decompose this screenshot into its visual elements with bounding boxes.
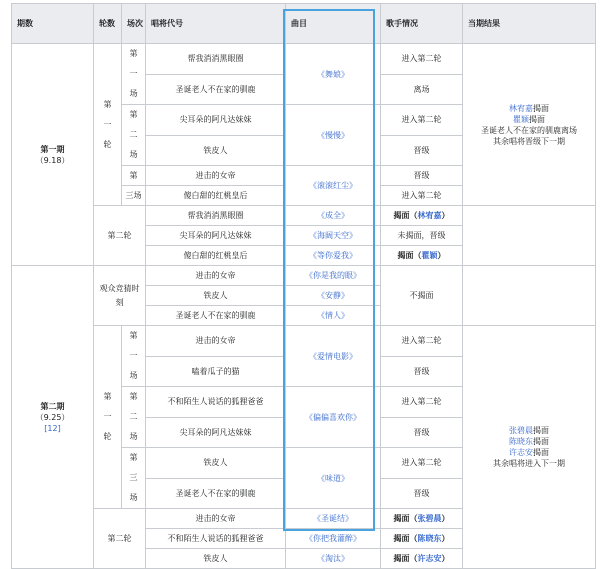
song-cell [286, 226, 381, 246]
ep2-result [463, 326, 596, 569]
song-cell [286, 266, 381, 286]
singer-code: 傻白甜的红桃皇后 [146, 246, 286, 266]
singer-status [381, 529, 463, 549]
song-link[interactable]: 《安静》 [317, 291, 349, 300]
reference-link[interactable]: [12] [44, 423, 61, 433]
result-suffix: 揭面 [533, 437, 549, 446]
result-blank [463, 266, 596, 326]
status-prefix: 揭面（ [393, 554, 418, 563]
ep2-round1 [94, 326, 122, 509]
status-suffix: ） [441, 514, 450, 523]
episode-1-cell [12, 44, 94, 266]
status-prefix: 揭面（ [393, 211, 418, 220]
singer-status: 晋级 [381, 356, 463, 387]
song-cell [286, 166, 381, 206]
episode-2-cell [12, 266, 94, 569]
table-row [12, 206, 596, 226]
singer-code: 铁皮人 [146, 135, 286, 166]
singer-status [381, 509, 463, 529]
song-cell [286, 509, 381, 529]
singer-status: 进入第二轮 [381, 326, 463, 357]
singer-code: 铁皮人 [146, 549, 286, 569]
result-suffix: 揭面 [533, 448, 549, 457]
header-singer-status: 歌手情况 [381, 4, 463, 44]
result-blank [463, 206, 596, 266]
song-cell [286, 448, 381, 509]
episode-2-title: 第二期 [40, 401, 65, 411]
ep2-round2: 第二轮 [94, 509, 146, 569]
episode-1-date: （9.18） [35, 155, 70, 165]
song-cell [286, 326, 381, 387]
song-link[interactable]: 《偏偏喜欢你》 [305, 412, 361, 422]
singer-status [381, 549, 463, 569]
episode-1-title: 第一期 [40, 144, 65, 154]
song-link[interactable]: 《情人》 [317, 311, 349, 320]
header-scene: 场次 [122, 4, 146, 44]
result-text: 其余唱将晋级下一期 [493, 136, 565, 146]
singer-code: 圣诞老人不在家的驯鹿 [146, 478, 286, 509]
status-suffix: ） [441, 211, 450, 220]
round-label: 第一轮 [103, 392, 112, 441]
episode-2-date: （9.25） [35, 412, 70, 422]
singer-status: 进入第二轮 [381, 44, 463, 75]
singer-code: 尖耳朵的阿凡达妹妹 [146, 417, 286, 448]
singer-code: 铁皮人 [146, 286, 286, 306]
singer-status: 进入第二轮 [381, 448, 463, 479]
singer-code: 进击的女帝 [146, 326, 286, 357]
result-text: 圣诞老人不在家的驯鹿离场 [481, 125, 577, 135]
singer-status: 离场 [381, 74, 463, 105]
scene-label: 第二场 [129, 392, 138, 441]
status-prefix: 揭面（ [397, 251, 422, 260]
header-round: 轮数 [94, 4, 122, 44]
ep1-round2: 第二轮 [94, 206, 146, 266]
song-link[interactable]: 《你把我灌醉》 [305, 534, 361, 543]
singer-status: 晋级 [381, 166, 463, 186]
song-link[interactable]: 《等你爱我》 [309, 251, 357, 260]
ep2-scene1 [122, 326, 146, 387]
singer-code: 圣诞老人不在家的驯鹿 [146, 306, 286, 326]
singer-link[interactable]: 瞿颖 [513, 114, 529, 124]
song-cell [286, 44, 381, 105]
scene-label: 第三场 [129, 453, 138, 502]
singer-link[interactable]: 陈晓东 [417, 534, 442, 543]
song-link[interactable]: 《慢慢》 [317, 130, 349, 140]
header-result: 当期结果 [463, 4, 596, 44]
status-prefix: 揭面（ [393, 534, 418, 543]
singer-status: 晋级 [381, 478, 463, 509]
song-cell [286, 529, 381, 549]
singer-status: 进入第二轮 [381, 186, 463, 206]
song-cell [286, 246, 381, 266]
guess-label: 观众竞猜时刻 [99, 283, 140, 307]
status-suffix: ） [437, 251, 446, 260]
song-cell [286, 286, 381, 306]
song-cell [286, 387, 381, 448]
ep2-scene3 [122, 448, 146, 509]
singer-status: 晋级 [381, 417, 463, 448]
table-row [12, 266, 596, 286]
song-link[interactable]: 《滚滚红尘》 [309, 181, 357, 190]
status-prefix: 揭面（ [393, 514, 418, 523]
header-song: 曲目 [286, 4, 381, 44]
singer-code: 嗑着瓜子的猫 [146, 356, 286, 387]
singer-link[interactable]: 张碧晨 [509, 426, 533, 435]
singer-code: 不和陌生人说话的狐狸爸爸 [146, 387, 286, 418]
singer-code: 进击的女帝 [146, 166, 286, 186]
singer-status: 晋级 [381, 135, 463, 166]
song-cell [286, 105, 381, 166]
singer-code: 尖耳朵的阿凡达妹妹 [146, 105, 286, 136]
song-link[interactable]: 《爱情电影》 [309, 351, 357, 361]
singer-code: 帮我消消黑眼圈 [146, 44, 286, 75]
ep1-result [463, 44, 596, 206]
song-link[interactable]: 《味道》 [317, 473, 349, 483]
singer-link[interactable]: 陈晓东 [509, 437, 533, 446]
singer-link[interactable]: 林宥嘉 [509, 103, 533, 113]
singer-code: 进击的女帝 [146, 509, 286, 529]
ep1-scene2 [122, 105, 146, 166]
scene-label: 第一场 [129, 49, 138, 98]
song-cell [286, 549, 381, 569]
ep1-scene3-a: 第 [122, 166, 146, 186]
singer-code: 铁皮人 [146, 448, 286, 479]
ep2-scene2 [122, 387, 146, 448]
status-suffix: ） [441, 534, 450, 543]
song-link[interactable]: 《圣诞结》 [313, 514, 353, 523]
singer-link[interactable]: 张碧晨 [417, 514, 442, 523]
header-row [12, 4, 596, 44]
singer-link[interactable]: 林宥嘉 [417, 211, 442, 220]
song-link[interactable]: 《舞娘》 [317, 69, 349, 79]
singer-code: 圣诞老人不在家的驯鹿 [146, 74, 286, 105]
song-cell [286, 206, 381, 226]
singer-link[interactable]: 许志安 [417, 554, 442, 563]
song-link[interactable]: 《淘汰》 [317, 554, 349, 563]
singer-status: 进入第二轮 [381, 387, 463, 418]
singer-status: 未揭面，晋级 [381, 226, 463, 246]
table-row [12, 44, 596, 75]
status-suffix: ） [441, 554, 450, 563]
singer-link[interactable]: 瞿颖 [421, 251, 438, 260]
song-link[interactable]: 《海阔天空》 [309, 231, 357, 240]
result-suffix: 揭面 [529, 114, 545, 124]
result-suffix: 揭面 [533, 103, 549, 113]
ep1-round1 [94, 44, 122, 206]
round-label: 第一轮 [103, 99, 112, 149]
singer-status [381, 246, 463, 266]
singer-code: 不和陌生人说话的狐狸爸爸 [146, 529, 286, 549]
singer-code: 进击的女帝 [146, 266, 286, 286]
ep2-guess-status: 不揭面 [381, 266, 463, 326]
result-suffix: 揭面 [533, 426, 549, 435]
song-cell [286, 306, 381, 326]
ep1-scene3-b: 三场 [122, 186, 146, 206]
song-link[interactable]: 《你是我的眼》 [305, 271, 361, 280]
ep1-scene1 [122, 44, 146, 105]
singer-status: 进入第二轮 [381, 105, 463, 136]
header-singer-code: 唱将代号 [146, 4, 286, 44]
ep2-guess [94, 266, 146, 326]
table-row [12, 326, 596, 357]
episode-results-table [11, 3, 596, 569]
singer-code: 帮我消消黑眼圈 [146, 206, 286, 226]
header-episode: 期数 [12, 4, 94, 44]
result-text: 其余唱将进入下一期 [493, 459, 565, 468]
song-link[interactable]: 《成全》 [317, 211, 349, 220]
scene-label: 第一场 [129, 331, 138, 380]
singer-code: 尖耳朵的阿凡达妹妹 [146, 226, 286, 246]
scene-label: 第二场 [129, 110, 138, 159]
singer-status [381, 206, 463, 226]
singer-link[interactable]: 许志安 [509, 448, 533, 457]
singer-code: 傻白甜的红桃皇后 [146, 186, 286, 206]
